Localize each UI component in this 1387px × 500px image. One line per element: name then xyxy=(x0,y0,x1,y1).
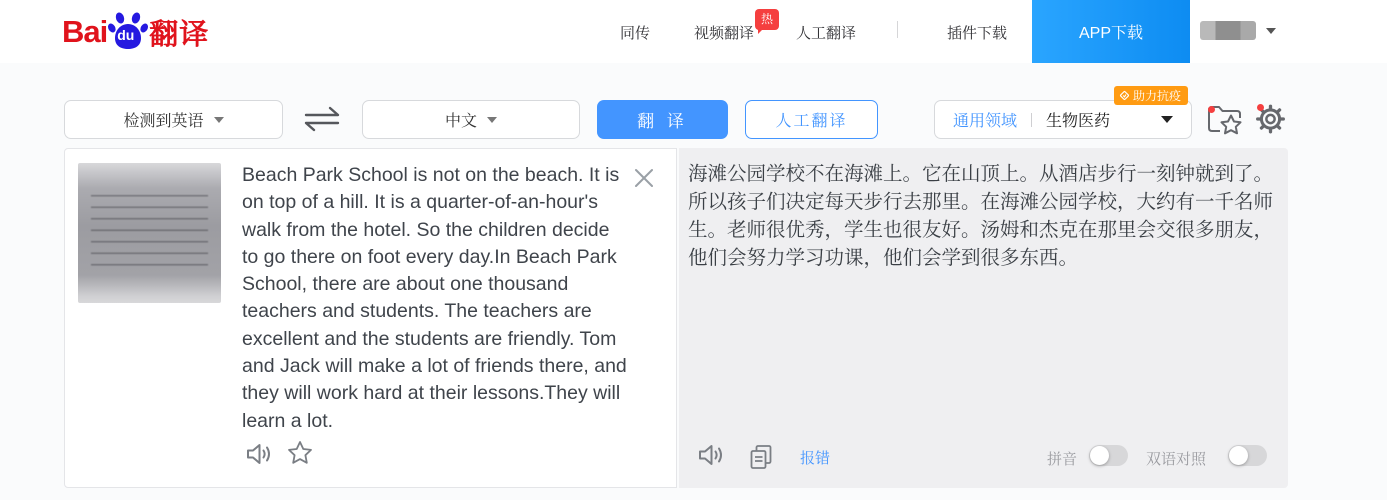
header xyxy=(0,0,1387,63)
source-speaker-button[interactable] xyxy=(245,441,273,472)
clear-input-button[interactable] xyxy=(631,165,657,191)
baidu-paw-icon xyxy=(108,11,148,53)
domain-selected-value: 生物医药 xyxy=(1046,113,1111,130)
report-error-link[interactable]: 报错 xyxy=(800,450,831,467)
translation-speaker-button[interactable] xyxy=(697,442,725,473)
hot-badge: 热 xyxy=(755,9,779,30)
notification-dot xyxy=(1257,104,1264,111)
logo-text-fanyi: 翻译 xyxy=(149,18,210,51)
logo-text-bai: Bai xyxy=(62,14,108,49)
target-language-dropdown[interactable] xyxy=(362,100,580,139)
pinyin-toggle[interactable] xyxy=(1089,445,1128,466)
tag-icon xyxy=(1119,90,1130,101)
anti-covid-badge[interactable] xyxy=(1114,86,1188,105)
swap-arrows-icon xyxy=(302,105,342,133)
source-text[interactable]: Beach Park School is not on the beach. It is on top of a hill. It is a quarter-of-an-hour's walk from the hotel. So the children decide to go there on foot every day.In Beach Park School, there are about one thousand teachers and students. The teachers are excellent and the students are friendly. Tom and Jack will make a lot of friends there, and they will work hard at their lessons.They will learn a lot. xyxy=(242,164,627,432)
domain-divider xyxy=(1031,113,1032,127)
domain-general-label: 通用领域 xyxy=(953,113,1018,130)
nav-divider xyxy=(897,21,898,38)
user-avatar[interactable] xyxy=(1200,21,1256,40)
toggle-knob xyxy=(1229,446,1248,465)
baidu-translate-logo[interactable] xyxy=(62,10,209,54)
bilingual-toggle[interactable] xyxy=(1228,445,1267,466)
nav-plugin-download[interactable]: 插件下载 xyxy=(947,25,1008,42)
chevron-down-icon xyxy=(214,117,224,128)
swap-languages-button[interactable] xyxy=(301,103,343,135)
favorite-star-button[interactable] xyxy=(286,439,314,472)
bilingual-toggle-label: 双语对照 xyxy=(1146,451,1207,468)
pinyin-toggle-label: 拼音 xyxy=(1047,451,1078,468)
star-icon xyxy=(286,439,314,467)
thumbnail-text-lines xyxy=(91,195,208,275)
translation-text[interactable]: 海滩公园学校不在海滩上。它在山顶上。从酒店步行一刻钟就到了。所以孩子们决定每天步行去那里。在海滩公园学校，大约有一千名师生。老师很优秀，学生也很友好。汤姆和杰克在那里会交很多朋友，他们会努力学习功课，他们会学到很多东西。 xyxy=(688,163,1274,269)
toggle-knob xyxy=(1090,446,1109,465)
nav-human-translate[interactable]: 人工翻译 xyxy=(796,25,857,42)
speaker-icon xyxy=(245,441,273,467)
nav-video-translate[interactable]: 视频翻译 xyxy=(694,25,755,42)
copy-icon xyxy=(748,443,775,471)
human-translate-button[interactable]: 人工翻译 xyxy=(745,100,878,139)
source-panel xyxy=(64,148,677,488)
copy-translation-button[interactable] xyxy=(748,443,775,476)
domain-selector-dropdown[interactable] xyxy=(934,100,1192,139)
logo-text-du: du xyxy=(117,27,135,43)
chevron-down-icon xyxy=(1161,116,1173,129)
uploaded-image-thumbnail[interactable] xyxy=(78,163,221,303)
chevron-down-icon xyxy=(487,117,497,128)
source-language-label: 检测到英语 xyxy=(123,113,204,130)
nav-simultaneous[interactable]: 同传 xyxy=(620,25,651,42)
speaker-icon xyxy=(697,442,725,468)
source-language-dropdown[interactable] xyxy=(64,100,283,139)
close-icon xyxy=(631,165,657,191)
target-language-label: 中文 xyxy=(444,113,477,130)
notification-dot xyxy=(1208,106,1215,113)
translate-button[interactable]: 翻 译 xyxy=(597,100,728,139)
target-panel xyxy=(679,148,1288,488)
app-download-button[interactable]: APP下载 xyxy=(1032,0,1190,63)
user-menu-caret-icon[interactable] xyxy=(1266,28,1276,39)
anti-covid-badge-label: 助力抗疫 xyxy=(1133,89,1182,103)
